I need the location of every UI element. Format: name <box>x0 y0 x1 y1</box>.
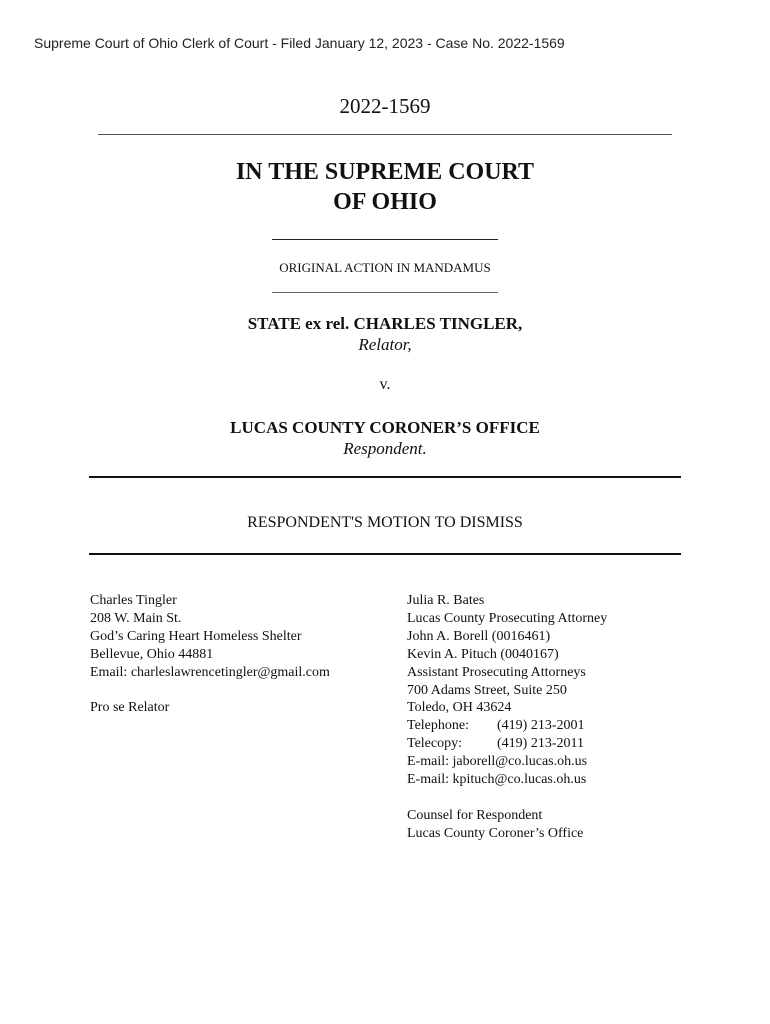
respondent-role: Respondent. <box>343 439 427 458</box>
respondent-name: LUCAS COUNTY CORONER’S OFFICE <box>230 418 540 437</box>
versus: v. <box>379 376 391 393</box>
counsel-email-1: E-mail: jaborell@co.lucas.oh.us <box>407 754 588 770</box>
court-title-line-1: IN THE SUPREME COURT <box>235 159 535 185</box>
counsel-designation-2: Lucas County Coroner’s Office <box>407 825 584 841</box>
top-divider <box>98 134 672 135</box>
relator-city: Bellevue, Ohio 44881 <box>90 646 214 662</box>
short-divider-upper <box>272 239 498 240</box>
telephone-number: (419) 213-2001 <box>497 718 585 734</box>
short-divider-lower <box>272 292 498 293</box>
court-title <box>0 157 770 217</box>
counsel-telecopy <box>407 735 607 753</box>
counsel-title-2: Assistant Prosecuting Attorneys <box>407 664 586 680</box>
relator-address-line-1: 208 W. Main St. <box>90 610 182 626</box>
relator-contact-block <box>90 592 330 717</box>
counsel-name-3: Kevin A. Pituch (0040167) <box>407 646 559 662</box>
relator-name: STATE ex rel. CHARLES TINGLER, <box>247 314 523 333</box>
court-title-line-2: OF OHIO <box>333 189 437 215</box>
counsel-address: 700 Adams Street, Suite 250 <box>407 682 567 698</box>
motion-divider-bottom <box>89 553 681 555</box>
motion-divider-top <box>89 476 681 478</box>
counsel-email-2: E-mail: kpituch@co.lucas.oh.us <box>407 772 587 788</box>
counsel-contact-block <box>407 592 607 843</box>
relator-role: Relator, <box>358 335 412 354</box>
action-type: ORIGINAL ACTION IN MANDAMUS <box>279 260 491 275</box>
counsel-city: Toledo, OH 43624 <box>407 700 512 716</box>
telecopy-number: (419) 213-2011 <box>497 736 584 752</box>
counsel-name-2: John A. Borell (0016461) <box>407 628 551 644</box>
telecopy-label: Telecopy: <box>407 736 462 752</box>
relator-address-line-2: God’s Caring Heart Homeless Shelter <box>90 628 302 644</box>
filing-stamp: Supreme Court of Ohio Clerk of Court - Filed January 12, 2023 - Case No. 2022-1569 <box>34 35 565 51</box>
respondent-caption <box>0 417 770 459</box>
counsel-name-1: Julia R. Bates <box>407 593 485 608</box>
telephone-label: Telephone: <box>407 718 469 734</box>
relator-email: Email: charleslawrencetingler@gmail.com <box>90 664 330 680</box>
spacer <box>90 682 330 700</box>
relator-contact-name: Charles Tingler <box>90 593 177 608</box>
motion-title: RESPONDENT'S MOTION TO DISMISS <box>247 514 523 531</box>
spacer <box>407 789 607 807</box>
counsel-designation-1: Counsel for Respondent <box>407 807 543 823</box>
counsel-telephone <box>407 717 607 735</box>
relator-designation: Pro se Relator <box>90 700 170 716</box>
case-number: 2022-1569 <box>339 94 431 118</box>
relator-caption <box>0 313 770 355</box>
counsel-title-1: Lucas County Prosecuting Attorney <box>407 610 608 626</box>
